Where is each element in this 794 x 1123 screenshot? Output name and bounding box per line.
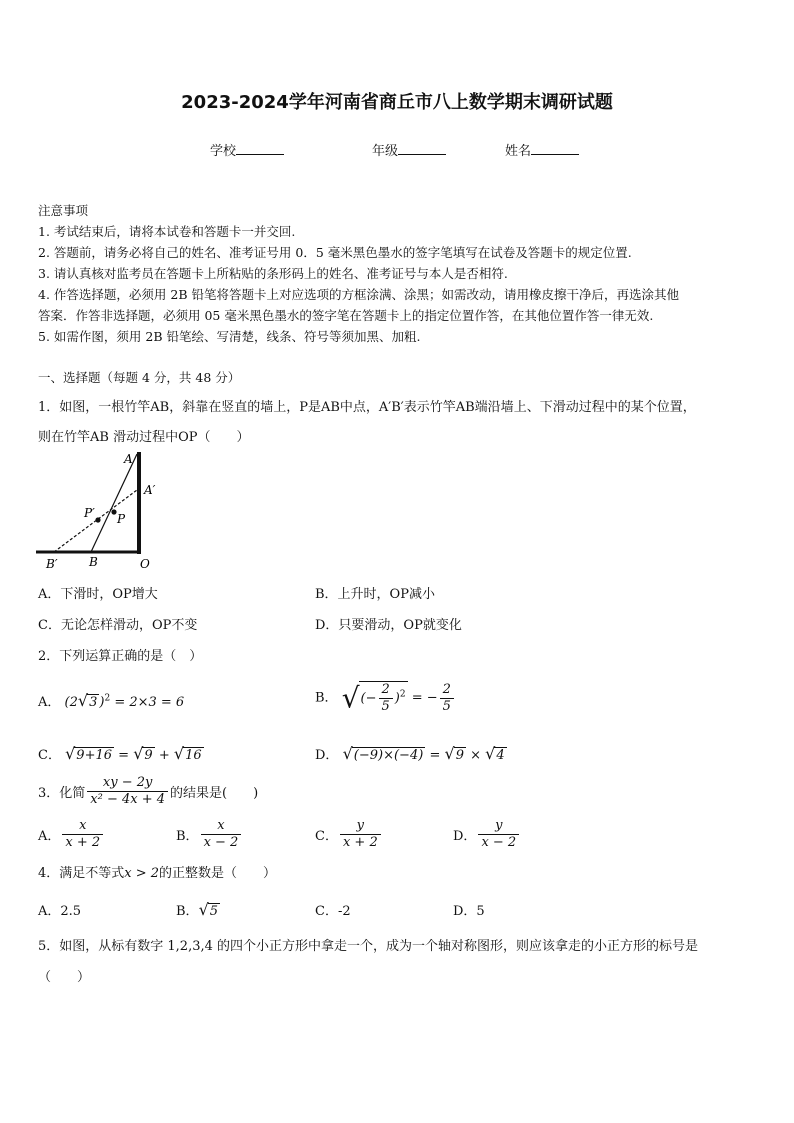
q3-suffix: 的结果是( ): [170, 786, 259, 801]
q2-option-a: [38, 691, 184, 710]
q3-d-label: D．: [453, 829, 477, 844]
pole-ab: [91, 454, 137, 552]
school-label: 学校: [210, 144, 237, 159]
q2-a-close: ): [99, 695, 105, 710]
notice-item: 5. 如需作图，须用 2B 铅笔绘、写清楚，线条、符号等须加黑、加粗.: [38, 329, 421, 344]
q2-b-rnum: 2: [440, 682, 454, 699]
q3-c-num: y: [340, 818, 381, 835]
grade-blank: [398, 142, 446, 155]
q3-a-frac: [62, 818, 103, 851]
q4-option-b: [176, 900, 220, 919]
q2-a-rhs: = 2×3 = 6: [114, 695, 185, 710]
q1-option-c: C．无论怎样滑动，OP不变: [38, 618, 198, 633]
q3-a-den: x + 2: [65, 835, 101, 850]
school-field: [210, 140, 284, 159]
q4-stem-math: x > 2: [124, 866, 160, 881]
q3-c-frac: [340, 818, 381, 851]
q4-option-d: D．5: [453, 904, 485, 919]
q2-d-radall: (−9)×(−4): [353, 748, 424, 763]
q3-d-frac: [478, 818, 519, 851]
q3-c-label: C．: [315, 829, 338, 844]
q3-stem: [38, 775, 258, 808]
notice-item: 4. 作答选择题，必须用 2B 铅笔将答题卡上对应选项的方框涂满、涂黑；如需改动，请用橡皮擦干净后，再选涂其他: [38, 287, 679, 302]
q3-c-den: x + 2: [342, 835, 378, 850]
q2-b-rfrac: [440, 682, 454, 715]
q3-den: x² − 4x + 4: [90, 792, 166, 807]
q1-stem-line2: 则在竹竿AB 滑动过程中OP（ ）: [38, 430, 250, 445]
q5-stem-line1: 5．如图，从标有数字 1,2,3,4 的四个小正方形中拿走一个，成为一个轴对称图形，则应该拿走的小正方形的标号是: [38, 939, 699, 954]
q1-stem-line1: 1．如图，一根竹竿AB，斜靠在竖直的墙上，P是AB中点，A′B′表示竹竿AB端沿墙上、下滑动过程中的某个位置，: [38, 400, 696, 415]
q3-b-frac: [201, 818, 242, 851]
q3-d-num: y: [478, 818, 519, 835]
sqrt-icon: √: [444, 744, 455, 763]
q2-b-num: 2: [379, 682, 393, 699]
point-p2: [95, 517, 100, 522]
q2-d-label: D．: [315, 748, 339, 763]
q4-b-label: B．: [176, 904, 199, 919]
q2-a-sup: 2: [104, 693, 111, 704]
q3-frac: [87, 775, 168, 808]
name-label: 姓名: [505, 144, 532, 159]
q2-b-eq: = −: [411, 690, 438, 706]
name-blank: [531, 142, 579, 155]
q2-option-d: [315, 744, 507, 763]
q3-num: xy − 2y: [87, 775, 168, 792]
notice-item: 3. 请认真核对监考员在答题卡上所粘贴的条形码上的姓名、准考证号与本人是否相符.: [38, 266, 508, 281]
label-b: B: [89, 555, 98, 569]
q2-b-rden: 5: [442, 698, 451, 714]
q2-c-rad1: 9: [144, 748, 153, 763]
q1-option-a: A．下滑时，OP增大: [38, 587, 158, 602]
notice-item: 答案．作答非选择题，必须用 05 毫米黑色墨水的签字笔在答题卡上的指定位置作答，在其他位置作答一律无效.: [38, 308, 654, 323]
q4-stem: [38, 862, 276, 881]
q2-option-b: [315, 681, 456, 715]
grade-label: 年级: [372, 144, 399, 159]
q2-b-radicand: [359, 681, 408, 715]
page-title: 2023-2024学年河南省商丘市八上数学期末调研试题: [181, 92, 613, 113]
q2-c-label: C．: [38, 748, 61, 763]
q2-b-label: B．: [315, 690, 338, 706]
q3-b-label: B．: [176, 829, 199, 844]
label-b2: B′: [46, 557, 58, 571]
q3-option-d: [453, 818, 521, 851]
q1-figure: [36, 448, 164, 572]
q4-stem-post: 的正整数是（ ）: [159, 866, 277, 881]
q3-prefix: 3．化简: [38, 786, 86, 801]
notice-item: 1. 考试结束后，请将本试卷和答题卡一并交回.: [38, 224, 296, 239]
q5-stem-line2: （ ）: [38, 970, 91, 985]
school-blank: [236, 142, 284, 155]
q2-a-open: (2: [64, 695, 78, 710]
q2-b-den: 5: [381, 699, 390, 714]
q3-b-den: x − 2: [203, 835, 239, 850]
q2-c-radall: 9+16: [76, 748, 113, 763]
q2-a-label: A．: [38, 695, 61, 710]
label-o: O: [140, 557, 150, 571]
name-field: [505, 140, 579, 159]
label-a2: A′: [144, 483, 156, 497]
q1-option-d: D．只要滑动，OP就变化: [315, 618, 462, 633]
q3-option-b: [176, 818, 243, 851]
label-p: P: [117, 512, 126, 526]
notice-item: 2. 答题前，请务必将自己的姓名、准考证号用 0．5 毫米黑色墨水的签字笔填写在试卷及答题卡的规定位置.: [38, 245, 632, 260]
q4-option-a: A．2.5: [38, 904, 82, 919]
q3-d-den: x − 2: [481, 835, 517, 850]
q3-a-num: x: [62, 818, 103, 835]
q4-option-c: C．-2: [315, 904, 351, 919]
q3-a-label: A．: [38, 829, 61, 844]
point-p: [111, 509, 116, 514]
q3-b-num: x: [201, 818, 242, 835]
sqrt-icon: √: [198, 900, 209, 919]
sqrt-icon: √: [485, 744, 496, 763]
sqrt-icon: √: [342, 744, 353, 763]
sqrt-icon: √: [341, 681, 360, 715]
q2-d-times: ×: [470, 748, 482, 763]
notice-heading: 注意事项: [38, 203, 89, 218]
q2-stem: 2．下列运算正确的是（ ）: [38, 649, 203, 664]
sqrt-icon: √: [77, 691, 89, 710]
q2-b-close: ): [394, 691, 400, 706]
sqrt-icon: √: [65, 744, 76, 763]
q2-a-rad: 3: [89, 695, 98, 710]
q2-c-eq: =: [118, 748, 130, 763]
q2-d-rad1: 9: [455, 748, 464, 763]
q2-b-open: (−: [360, 691, 377, 706]
q2-c-rad2: 16: [185, 748, 202, 763]
q3-option-a: [38, 818, 105, 851]
label-a: A: [124, 452, 133, 466]
q4-stem-pre: 4．满足不等式: [38, 866, 125, 881]
q2-d-eq: =: [429, 748, 441, 763]
q4-b-rad: 5: [209, 904, 219, 919]
grade-field: [372, 140, 446, 159]
q2-b-frac: [379, 682, 393, 715]
q2-b-sup: 2: [399, 689, 406, 700]
q2-d-rad2: 4: [496, 748, 505, 763]
q1-option-b: B．上升时，OP减小: [315, 587, 435, 602]
sqrt-icon: √: [173, 744, 185, 763]
label-p2: P′: [84, 506, 95, 520]
section-heading: 一、选择题（每题 4 分，共 48 分）: [38, 370, 241, 385]
q2-option-c: [38, 744, 204, 763]
q2-c-plus: +: [158, 748, 170, 763]
q3-option-c: [315, 818, 383, 851]
sqrt-icon: √: [133, 744, 144, 763]
